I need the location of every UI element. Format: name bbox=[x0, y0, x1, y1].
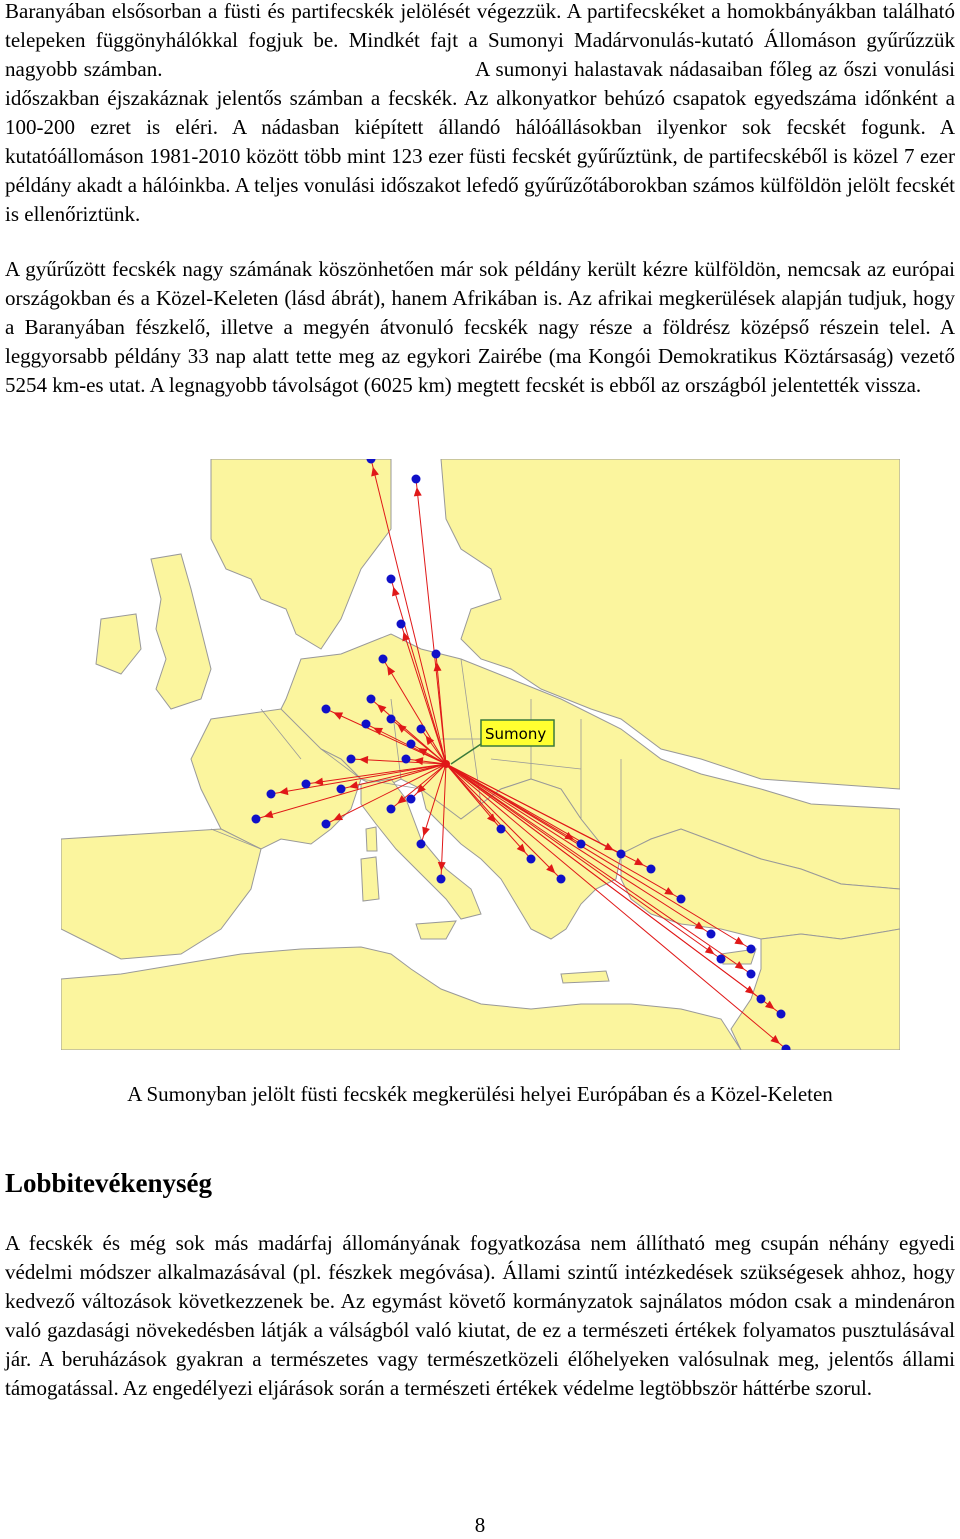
recovery-point bbox=[302, 780, 311, 789]
recovery-point bbox=[757, 995, 766, 1004]
recovery-point bbox=[397, 620, 406, 629]
recovery-point bbox=[677, 895, 686, 904]
land-corsica bbox=[366, 827, 377, 851]
recovery-point bbox=[347, 755, 356, 764]
recovery-point bbox=[432, 650, 441, 659]
recovery-point bbox=[322, 820, 331, 829]
recovery-map bbox=[61, 459, 900, 1050]
sumony-label: Sumony bbox=[485, 725, 547, 743]
paragraph-ringing-intro: Baranyában elsősorban a füsti és partifecskék jelölését végezzük. A partifecskéket a homokbányákban található telepeken függönyhálókkal fogjuk be. Mindkét fajt a Sumonyi Madárvonulás-kutató Állomáson gyűrűzzük nagyobb számban. A sumonyi halastavak nádasaiban főleg az őszi vonulási időszakban éjszakáznak jelentős számban a fecskék. Az alkonyatkor behúzó csapatok egyedszáma időnként a 100-200 ezret is eléri. A nádasban kiépített állandó hálóállásokban ilyenkor sok fecskét fogunk. A kutatóállomáson 1981-2010 között több mint 123 ezer füsti fecskét gyűrűztünk, de partifecskéből is közel 7 ezer példány akadt a hálóinkba. A teljes vonulási időszakot lefedő gyűrűzőtáborokban számos külföldön jelölt fecskét is ellenőriztünk. bbox=[5, 0, 955, 226]
recovery-point bbox=[647, 865, 656, 874]
recovery-point bbox=[747, 970, 756, 979]
sumony-origin-point bbox=[442, 760, 450, 768]
recovery-point bbox=[387, 575, 396, 584]
recovery-point bbox=[407, 795, 416, 804]
recovery-point bbox=[322, 705, 331, 714]
recovery-point bbox=[747, 945, 756, 954]
figure-caption: A Sumonyban jelölt füsti fecskék megkerülési helyei Európában és a Közel-Keleten bbox=[127, 1082, 833, 1106]
recovery-point bbox=[387, 805, 396, 814]
recovery-point bbox=[362, 720, 371, 729]
recovery-point bbox=[252, 815, 261, 824]
page-number: 8 bbox=[474, 1513, 486, 1537]
recovery-point bbox=[267, 790, 276, 799]
recovery-point bbox=[417, 840, 426, 849]
recovery-point bbox=[402, 755, 411, 764]
land-sardinia bbox=[361, 857, 379, 901]
recovery-point bbox=[557, 875, 566, 884]
section-heading: Lobbitevékenység bbox=[5, 1168, 213, 1198]
recovery-point bbox=[379, 655, 388, 664]
recovery-point bbox=[617, 850, 626, 859]
recovery-point bbox=[717, 955, 726, 964]
paragraph-recoveries: A gyűrűzött fecskék nagy számának köszönhetően már sok példány került kézre külföldön, nemcsak az európai országokban és a Közel-Keleten (lásd ábrát), hanem Afrikában is. Az afrikai megkerülések alapján tudjuk, hogy a Baranyában fészkelő, illetve a megyén átvonuló fecskék nagy része a földrész középső részein telel. A leggyorsabb példány 33 nap alatt tette meg az egykori Zairébe (ma Kongói Demokratikus Köztársaság) vezető 5254 km-es utat. A legnagyobb távolságot (6025 km) megtett fecskét is ebből az országból jelentették vissza. bbox=[5, 257, 955, 397]
recovery-point bbox=[337, 785, 346, 794]
recovery-point bbox=[777, 1010, 786, 1019]
recovery-point bbox=[367, 695, 376, 704]
recovery-point bbox=[707, 930, 716, 939]
recovery-point bbox=[417, 725, 426, 734]
recovery-point bbox=[497, 825, 506, 834]
recovery-map-svg bbox=[61, 459, 900, 1050]
recovery-point bbox=[407, 740, 416, 749]
recovery-point bbox=[577, 840, 586, 849]
recovery-point bbox=[437, 875, 446, 884]
recovery-point bbox=[412, 475, 421, 484]
recovery-point bbox=[387, 715, 396, 724]
recovery-point bbox=[527, 855, 536, 864]
paragraph-lobbying: A fecskék és még sok más madárfaj állományának fogyatkozása nem állítható meg csupán néhány egyedi védelmi módszer alkalmazásával (pl. fészkek megóvása). Állami szintű intézkedések szükségesek ahhoz, hogy kedvező változások következzenek be. Az egymást követő kormányzatok sajnálatos módon csak a mindenáron való gazdasági növekedésben látják a válságból való kiutat, de ez a természeti értékek folyamatos pusztulásával jár. A beruházások gyakran a természetes vagy természetközeli élőhelyeken valósulnak meg, jelentős állami támogatással. Az engedélyezi eljárások során a természeti értékek védelme legtöbbször háttérbe szorul. bbox=[5, 1231, 955, 1400]
